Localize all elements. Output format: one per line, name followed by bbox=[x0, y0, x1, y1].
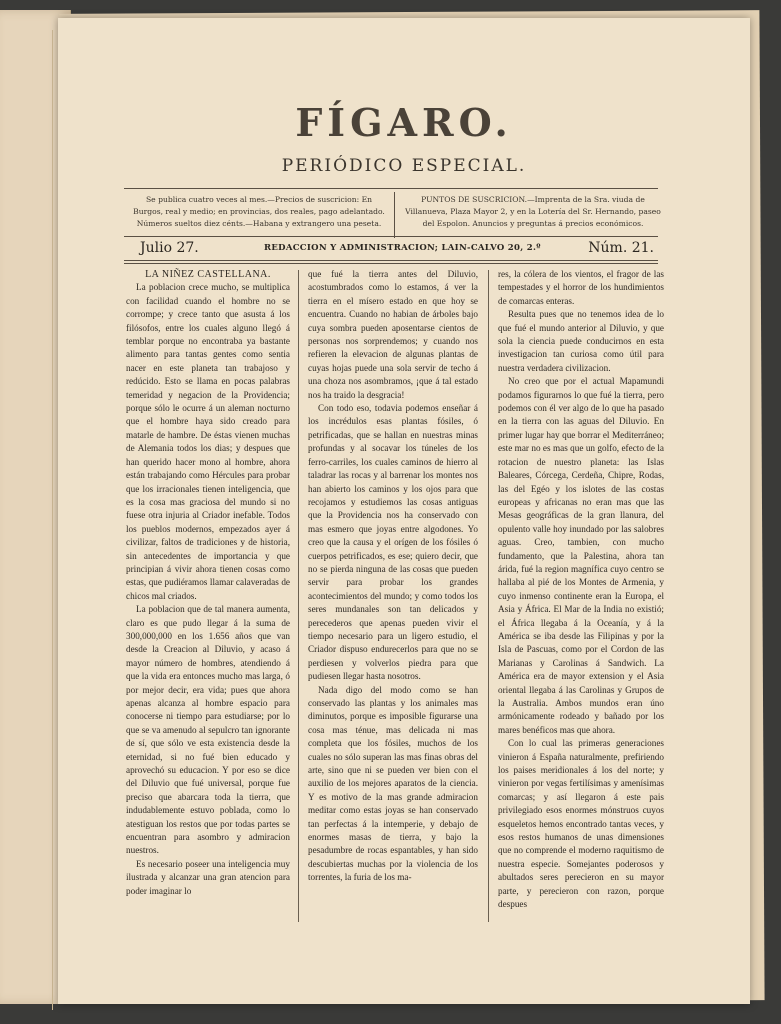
column-rule-2 bbox=[488, 270, 489, 922]
article-column-2 bbox=[308, 268, 478, 885]
column-rule-1 bbox=[298, 270, 299, 922]
paragraph: Nada digo del modo como se han conservado las plantas y los animales mas diminutos, porque es imposible figurarse una cosa mas ténue, mas delicada ni mas completa que los fósiles, muchos de los cuales no sólo superan las mas finas obras del arte, sino que ni se pueden ver bien con el auxilio de los mejores aparatos de la ciencia. Y es motivo de la mas grande admiracion meditar como estas joyas se han conservado tan perfectas á la intemperie, y debajo de enormes masas de tierra, y bajo la pesadumbre de rocas espantables, y han sido descubiertas muchas por la violencia de los torrentes, la furia de los ma- bbox=[308, 684, 478, 883]
paragraph: que fué la tierra antes del Diluvio, acostumbrados como lo estamos, á ver la tierra en el mísero estado en que hoy se encuentra. Cuando no habian de árboles bajo cuya sombra pueden aposentarse cientos de personas nos sorprendemos; y cuando nos refieren la elevacion de algunas plantas de cuyas hojas puede una sola servir de techo á una choza nos asombramos, ¡que á tal estado nos ha traido la desgracia! bbox=[308, 269, 478, 400]
subscription-points: PUNTOS DE SUSCRICION.—Imprenta de la Sra. viuda de Villanueva, Plaza Mayor 2, y en la Lotería del Sr. Hernando, paseo del Espolon. Anuncios y preguntas á precios económicos. bbox=[405, 195, 661, 228]
dateline-rule-1 bbox=[124, 260, 658, 261]
masthead-subtitle: PERIÓDICO ESPECIAL. bbox=[281, 156, 527, 176]
paragraph: Resulta pues que no tenemos idea de lo que fué el mundo anterior al Diluvio, y que sola la ciencia puede conducirnos en esta investigacion tan curiosa como útil para nuestra verdadera civilizacion. bbox=[498, 309, 664, 373]
paragraph: La poblacion crece mucho, se multiplica con facilidad cuando el hombre no se corrompe; y crece tanto que asusta á los filósofos, entre los cuales alguno llegó á temblar porque no encontraba ya bastante alimento para tantas gentes como sentia nacer en este planeta tan trabajoso y redúcido. Esto se llama en pocas palabras temeridad y negacion de la Providencia; porque sólo le ocurre á un aleman nocturno que el hombre haya sido creado para matarle de hambre. De éstas vienen muchas de Alemania todos los dias; y despues que han querido hacer mono al hombre, ahora están trabajando como Hércules para probar que los irracionales tienen inteligencia, que es la cosa mas graciosa del mundo si no fuese otra injuria al Criador inefable. Todos los pueblos modernos, empezados ayer á civilizar, faltos de tradiciones y de historia, sin antecedentes de importancia y que principian á vivir ahora tienen cosas como estas, que pudiéramos llamar calaveradas de chicos mal criados. bbox=[126, 282, 290, 601]
article-column-1 bbox=[126, 268, 290, 898]
paragraph: No creo que por el actual Mapamundi podamos figurarnos lo que fué la tierra, pero podemos con él ver algo de lo que ha pasado en la tierra con las aguas del Diluvio. En primer lugar hay que borrar el Mediterráneo; este mar no es mas que un golfo, efecto de la rotacion de nuestro planeta: las Islas Baleares, Córcega, Cerdeña, Chipre, Rodas, las del Egéo y los islotes de las costas europeas y africanas no eran mas que las Mesas geográficas de la gran llanura, del opulento valle hoy inundado por las salobres aguas. Creo, tambien, con mucho fundamento, que la Palestina, ahora tan árida, fué la region magnífica cuyo centro se hallaba al pié de los Montes de Armenia, y cuyo inmenso continente eran la Europa, el Asia y África. El Mar de la India no existió; el África llegaba á la Oceanía, y á la América se iba desde las Filipinas y por la Isla de Pascuas, como por el Cordon de las Marianas y Carolinas á Sandwich. La América era de mayor extension y el Asia oriental llegaba á las Carolinas y Grupos de la Australia. Ambos mundos eran úno armónicamente rodeado y bañado por los mares benéficos mas que ahora. bbox=[498, 376, 664, 735]
issue-date: Julio 27. bbox=[140, 240, 199, 256]
article-column-3 bbox=[498, 268, 664, 912]
info-bottom-rule bbox=[124, 236, 658, 237]
editorial-address: REDACCION Y ADMINISTRACION; LAIN-CALVO 20, 2.º bbox=[264, 243, 541, 253]
article-heading: LA NIÑEZ CASTELLANA. bbox=[145, 269, 271, 280]
paragraph: La poblacion que de tal manera aumenta, claro es que pudo llegar á la suma de 300,000,000 en los 1.656 años que van desde la Creacion al Diluvio, y acaso á mayor número de hombres, atendiendo á que la vida era entonces mucho mas larga, ó por mejor decir, era vida; pues que ahora apenas alcanza al hombre espacio para conocerse ni tiempo para estudiarse; por lo que se va amenudo al sepulcro tan ignorante de sí, que sólo ve esta existencia desde la eternidad, si no fué bien educado y aprovechó su educacion. Y por eso se dice del Diluvio que fué universal, porque fue preciso que abarcara toda la tierra, que indudablemente estuvo poblada, como lo atestiguan los restos que por todas partes se encuentran para asombro y admiracion nuestros. bbox=[126, 604, 290, 856]
issue-number: Núm. 21. bbox=[588, 240, 654, 256]
top-rule bbox=[124, 188, 658, 189]
info-separator bbox=[394, 192, 395, 238]
masthead-title: FÍGARO. bbox=[295, 100, 513, 145]
paragraph: Con lo cual las primeras generaciones vinieron á España naturalmente, prefiriendo los paises meridionales á los del norte; y vinieron por vegas fertilísimas y amenísimas comarcas; y así llegaron á este pais privilegiado esos enormes mónstruos cuyos esqueletos hemos encontrado tantas veces, y esos restos humanos de unas dimensiones que no comprende el moderno raquitismo de nuestra especie. Somejantes poderosos y abultados seres perecieron en su mayor parte, y perecieron con razon, porque despues bbox=[498, 738, 664, 910]
paragraph: res, la cólera de los vientos, el fragor de las tempestades y el horror de los hundimientos de comarcas enteras. bbox=[498, 269, 664, 306]
subscription-info: Se publica cuatro veces al mes.—Precios de suscricion: En Burgos, real y medio; en provincias, dos reales, pago adelantado. Números sueltos diez cénts.—Habana y extrangero una peseta. bbox=[133, 195, 385, 228]
dateline-rule-2 bbox=[124, 263, 658, 264]
newspaper-page bbox=[58, 18, 750, 1004]
paragraph: Es necesario poseer una inteligencia muy ilustrada y alcanzar una gran atencion para poder imaginar lo bbox=[126, 858, 290, 896]
paragraph: Con todo eso, todavia podemos enseñar á los incrédulos esas plantas fósiles, ó petrificadas, que se hallan en nuestras minas profundas y al socavar los túneles de los ferro-carriles, los cuales caminos de hierro al taladrar las rocas y al barrenar los montes nos han abierto los caminos y los ojos para que recojamos y estudiemos las cosas antiguas que la Providencia nos ha conservado con mas esmero que joyas entre algodones. Yo creo que la causa y el orígen de los fósiles ó cuerpos petrificados, es ese; quiero decir, que no se pierda ninguna de las cosas que pueden servir para probar los grandes acontecimientos del mundo; y como todos los seres mundanales son tan delicados y perecederos que apenas pueden vivir el tiempo necesario para un ligero estudio, el Criador dispuso endurecerlos para que no se perdiesen y volverlos piedra para que pudiesen llegar hasta nosotros. bbox=[308, 403, 478, 682]
left-page-fold bbox=[0, 30, 53, 1010]
dateline bbox=[124, 238, 658, 260]
